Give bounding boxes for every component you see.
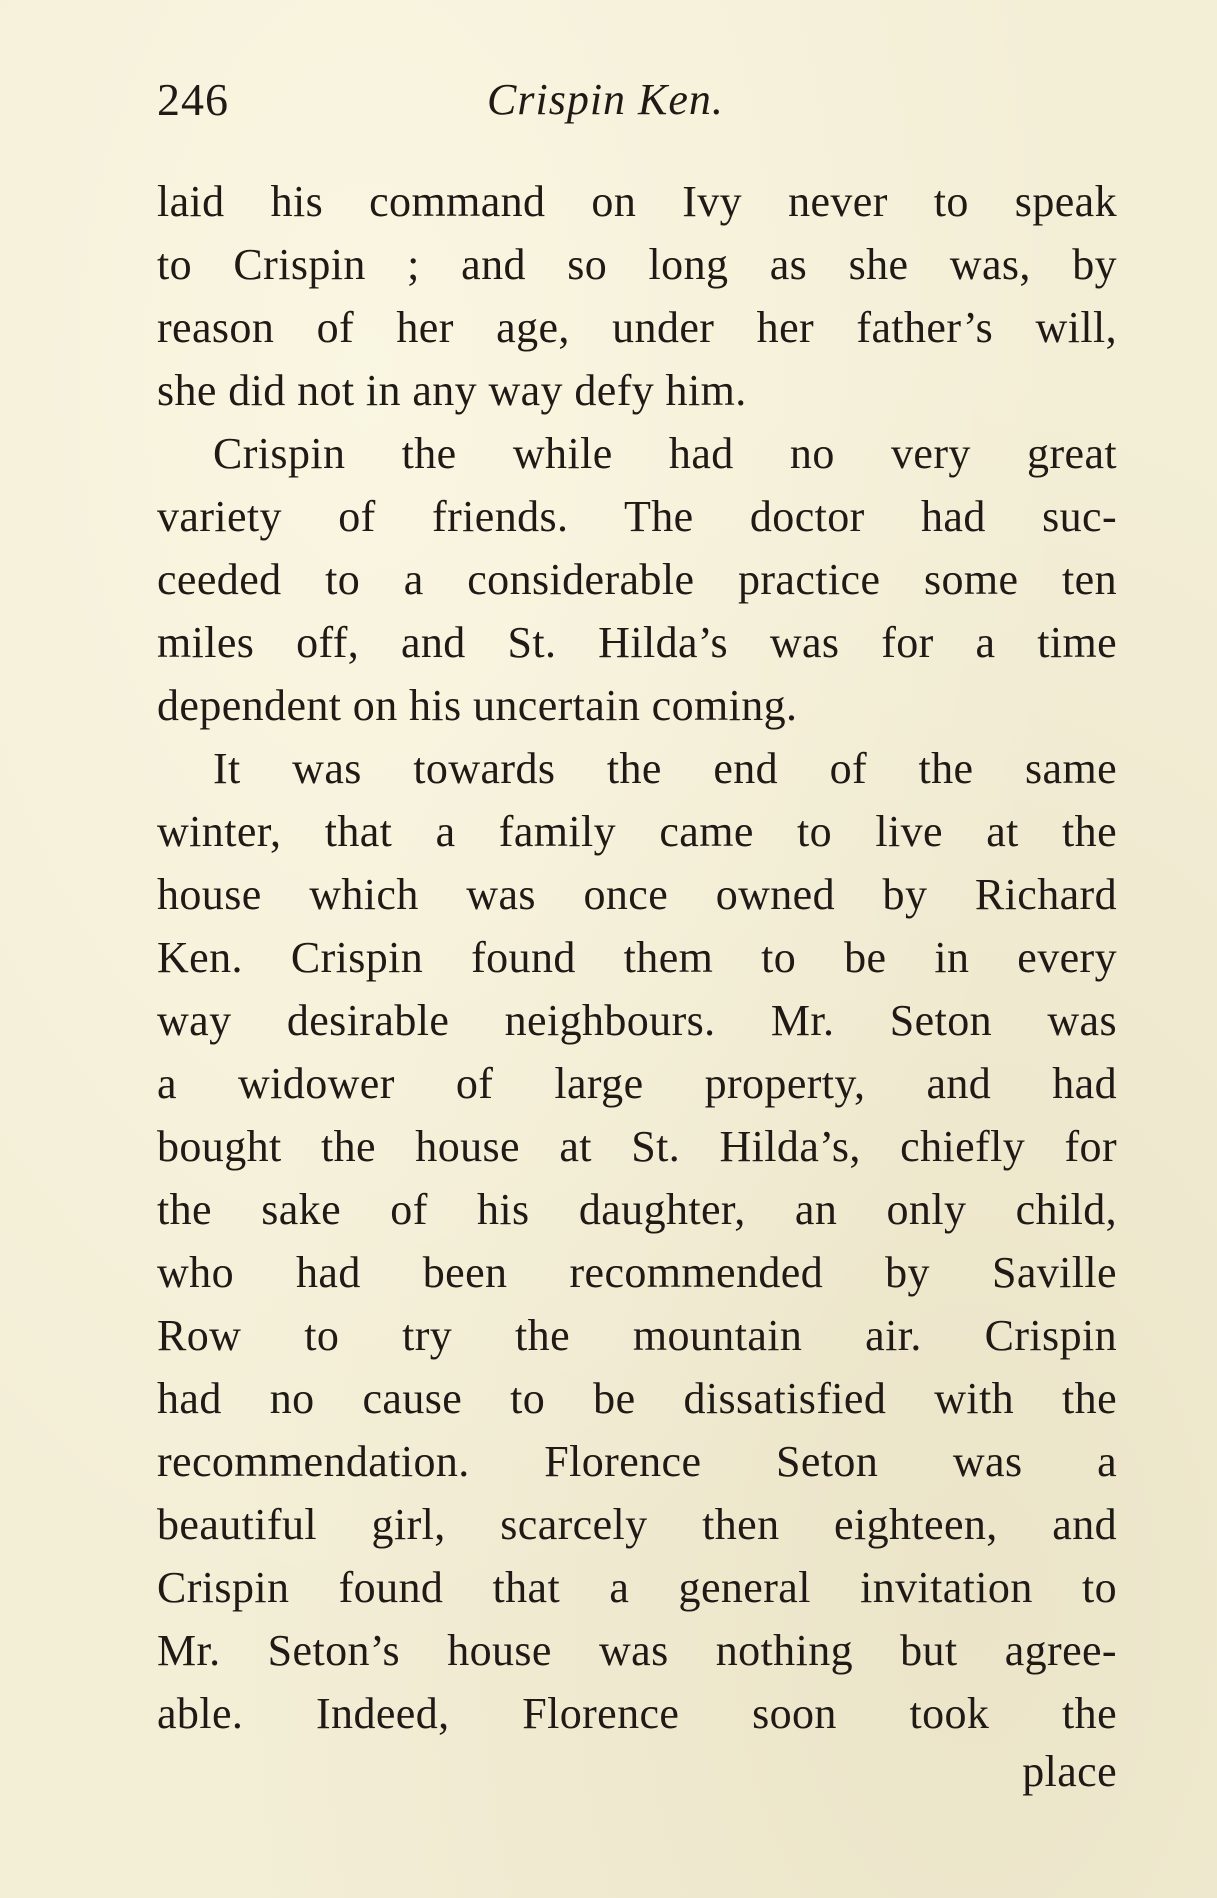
running-title-wrapper [157, 70, 1117, 130]
text-line: house which was once owned by Richard [157, 870, 1117, 919]
running-title: Crispin Ken. [487, 75, 724, 124]
text-line: bought the house at St. Hilda’s, chiefly for [157, 1122, 1117, 1171]
text-line: recommendation. Florence Seton was a [157, 1437, 1117, 1486]
text-line: dependent on his uncertain coming. [157, 681, 798, 730]
text-line: ceeded to a considerable practice some ten [157, 555, 1117, 604]
text-line: way desirable neighbours. Mr. Seton was [157, 996, 1117, 1045]
running-head [157, 70, 1117, 130]
text-line: the sake of his daughter, an only child, [157, 1185, 1117, 1234]
text-line: had no cause to be dissatisfied with the [157, 1374, 1117, 1423]
text-line: variety of friends. The doctor had suc- [157, 492, 1117, 541]
text-line: Crispin found that a general invitation to [157, 1563, 1117, 1612]
text-line: winter, that a family came to live at the [157, 807, 1117, 856]
text-line: to Crispin ; and so long as she was, by [157, 240, 1117, 289]
text-line: a widower of large property, and had [157, 1059, 1117, 1108]
text-line: beautiful girl, scarcely then eighteen, and [157, 1500, 1117, 1549]
text-line: laid his command on Ivy never to speak [157, 177, 1117, 226]
text-line: miles off, and St. Hilda’s was for a time [157, 618, 1117, 667]
catchword: place [1022, 1747, 1117, 1796]
text-line: reason of her age, under her father’s will, [157, 303, 1117, 352]
text-line: she did not in any way defy him. [157, 366, 747, 415]
text-line: able. Indeed, Florence soon took the [157, 1689, 1117, 1738]
body-text [157, 170, 1117, 1745]
text-line: Row to try the mountain air. Crispin [157, 1311, 1117, 1360]
page-number: 246 [157, 74, 229, 125]
text-line: It was towards the end of the same [213, 744, 1117, 793]
text-line: Ken. Crispin found them to be in every [157, 933, 1117, 982]
text-line: Crispin the while had no very great [213, 429, 1117, 478]
text-line: Mr. Seton’s house was nothing but agree- [157, 1626, 1117, 1675]
text-line: who had been recommended by Saville [157, 1248, 1117, 1297]
